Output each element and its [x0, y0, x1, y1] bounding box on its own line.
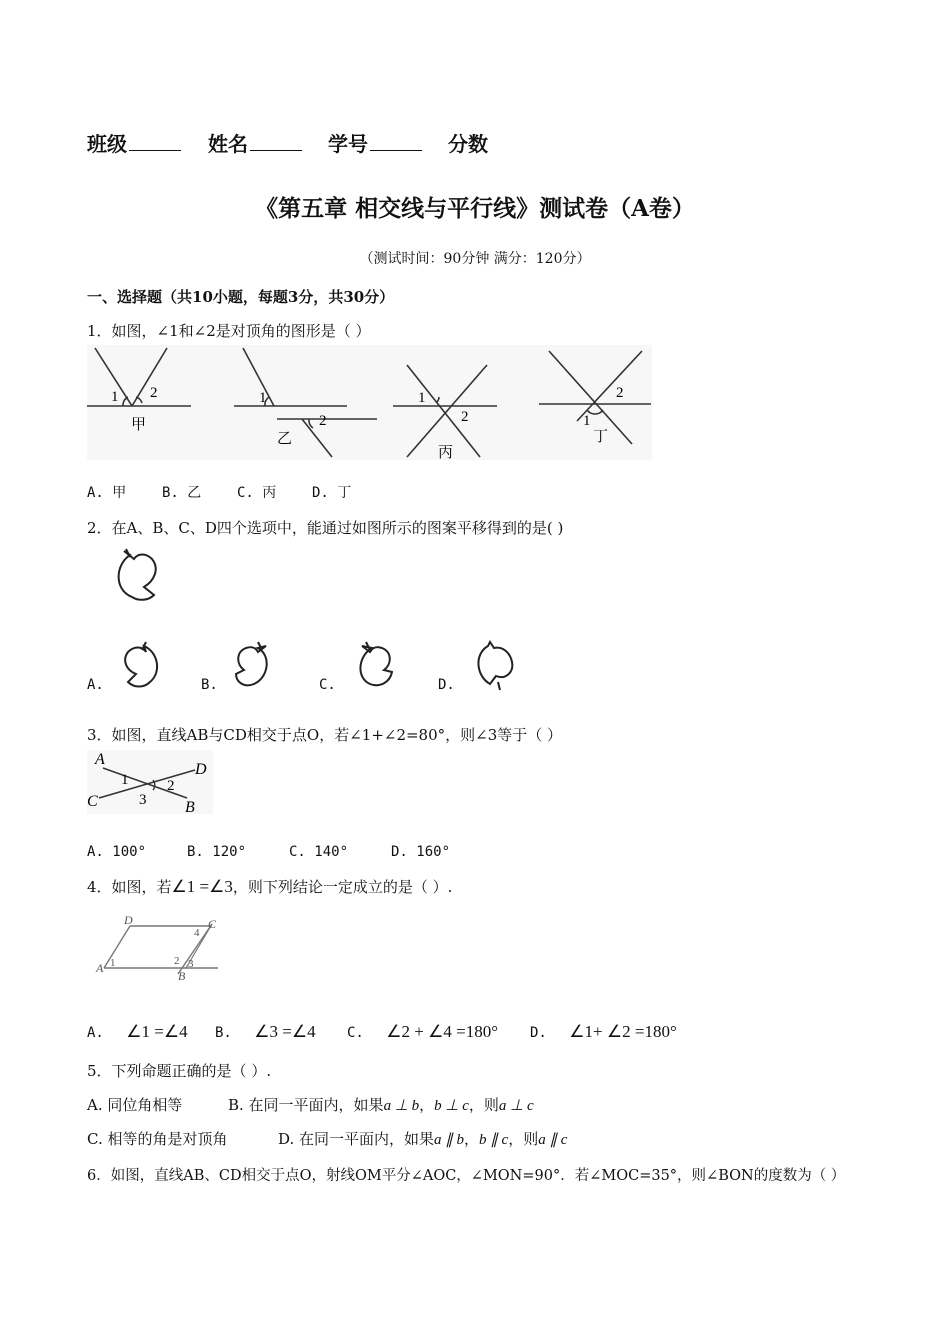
page-title: 《第五章 相交线与平行线》测试卷（A卷） [255, 195, 695, 222]
question-1-option-a[interactable]: A. 甲 [87, 485, 127, 501]
point-d: D [195, 761, 207, 778]
student-id-field [328, 128, 422, 157]
angle-4: 4 [194, 927, 200, 939]
question-1-figures [87, 345, 652, 460]
question-5-option-d[interactable] [278, 1128, 567, 1149]
question-5-option-a[interactable]: A. 同位角相等 [87, 1096, 183, 1114]
question-5-option-b-comma: ， [419, 1096, 435, 1114]
question-4-option-d-letter: D. [530, 1025, 547, 1041]
question-3-stem: 3．如图，直线AB与CD相交于点O，若∠1+∠2=80°，则∠3等于（ ） [87, 726, 563, 744]
question-5-option-d-math-2: b ∥ c [479, 1132, 509, 1148]
question-4-option-d[interactable] [530, 1022, 677, 1042]
question-2-option-d-figure [468, 636, 518, 691]
figure-yi-angle-2: 2 [319, 413, 327, 429]
score-label: 分数 [448, 132, 488, 156]
question-5-option-b-math-3: a ⊥ c [498, 1098, 534, 1114]
question-2-pattern-figure [110, 545, 165, 605]
figure-jia-angle-1: 1 [111, 389, 119, 405]
figure-ding-angle-1: 1 [583, 413, 591, 429]
question-5-option-d-then: ，则 [508, 1130, 539, 1148]
question-4-stem-suffix: ，则下列结论一定成立的是（ ）. [232, 878, 453, 896]
question-3-option-b[interactable]: B. 120° [187, 844, 247, 860]
student-id-blank [370, 132, 422, 151]
question-1-option-d[interactable]: D. 丁 [312, 485, 352, 501]
question-1-option-c[interactable]: C. 丙 [237, 485, 277, 501]
score-field [448, 128, 488, 157]
question-4-option-c-math: ∠2 + ∠4 =180° [386, 1022, 499, 1041]
question-4-option-a-letter: A. [87, 1025, 104, 1041]
question-4-option-b-letter: B. [215, 1025, 232, 1041]
class-blank [129, 132, 181, 151]
name-field [208, 128, 302, 157]
question-4-stem [87, 876, 452, 897]
question-4-stem-math: ∠1 =∠3 [171, 877, 233, 896]
question-4-stem-prefix: 4．如图，若 [87, 878, 172, 896]
test-info: （测试时间：90分钟 满分：120分） [359, 251, 591, 267]
name-blank [250, 132, 302, 151]
question-1-stem: 1．如图，∠1和∠2是对顶角的图形是（ ） [87, 322, 371, 340]
question-5-option-b-math-1: a ⊥ b [383, 1098, 420, 1114]
question-2-stem: 2．在A、B、C、D四个选项中，能通过如图所示的图案平移得到的是( ) [87, 519, 564, 537]
question-5-option-d-math-3: a ∥ c [538, 1132, 568, 1148]
question-5-option-b-then: ，则 [468, 1096, 499, 1114]
question-5-option-d-comma: ， [464, 1130, 480, 1148]
question-5-option-c[interactable]: C. 相等的角是对顶角 [87, 1130, 228, 1148]
question-5-option-d-math-1: a ∥ b [434, 1132, 465, 1148]
question-2-option-d[interactable]: D. [438, 677, 455, 693]
point-a: A [96, 961, 104, 975]
question-4-option-a[interactable] [87, 1022, 188, 1042]
question-4-option-c-letter: C. [347, 1025, 364, 1041]
point-c: C [87, 793, 98, 810]
question-1-option-b[interactable]: B. 乙 [162, 485, 202, 501]
section-heading: 一、选择题（共10小题，每题3分，共30分） [87, 288, 395, 306]
question-5-option-d-text: D. 在同一平面内，如果 [278, 1130, 435, 1148]
question-2-option-c-figure [350, 638, 400, 693]
figure-yi-label: 乙 [277, 431, 293, 447]
question-3-option-d[interactable]: D. 160° [391, 844, 451, 860]
question-2-option-a[interactable]: A. [87, 677, 104, 693]
point-b: B [178, 969, 186, 983]
angle-1: 1 [110, 957, 116, 969]
question-4-option-b[interactable] [215, 1022, 316, 1042]
question-3-option-a[interactable]: A. 100° [87, 844, 147, 860]
question-2-option-a-figure [118, 638, 168, 693]
question-2-option-c[interactable]: C. [319, 677, 336, 693]
question-4-option-d-math: ∠1+ ∠2 =180° [569, 1022, 677, 1041]
point-a: A [95, 751, 105, 768]
question-3-option-c[interactable]: C. 140° [289, 844, 349, 860]
figure-jia-label: 甲 [131, 417, 147, 433]
figure-ding-angle-2: 2 [616, 385, 624, 401]
question-5-option-b-text: B. 在同一平面内，如果 [228, 1096, 384, 1114]
class-label: 班级 [87, 132, 127, 156]
angle-1: 1 [121, 772, 129, 788]
class-field [87, 128, 181, 157]
angle-2: 2 [167, 778, 175, 794]
point-b: B [185, 799, 195, 816]
question-2-option-b[interactable]: B. [201, 677, 218, 693]
question-5-option-b-math-2: b ⊥ c [434, 1098, 469, 1114]
question-4-option-c[interactable] [347, 1022, 498, 1042]
question-4-option-a-math: ∠1 =∠4 [126, 1022, 188, 1041]
student-id-label: 学号 [328, 132, 368, 156]
figure-bing-label: 丙 [438, 445, 454, 461]
question-5-option-b[interactable] [228, 1094, 534, 1115]
angle-2: 2 [174, 955, 180, 967]
question-6-stem: 6．如图，直线AB、CD相交于点O，射线OM平分∠AOC，∠MON=90°．若∠MOC=35°，则∠BON的度数为（ ） [87, 1168, 846, 1184]
name-label: 姓名 [208, 132, 248, 156]
question-3-figure [87, 750, 213, 814]
question-4-figure [90, 914, 220, 982]
angle-3: 3 [188, 958, 194, 970]
figure-bing-angle-2: 2 [461, 409, 469, 425]
figure-ding-label: 丁 [593, 429, 609, 445]
figure-jia-angle-2: 2 [150, 385, 158, 401]
point-c: C [208, 917, 217, 931]
figure-yi-angle-1: 1 [259, 390, 267, 406]
question-2-option-b-figure [228, 638, 278, 693]
question-5-stem: 5．下列命题正确的是（ ）. [87, 1062, 272, 1080]
figure-bing-angle-1: 1 [418, 390, 426, 406]
point-d: D [124, 913, 133, 927]
angle-3: 3 [139, 792, 147, 808]
question-4-option-b-math: ∠3 =∠4 [254, 1022, 316, 1041]
